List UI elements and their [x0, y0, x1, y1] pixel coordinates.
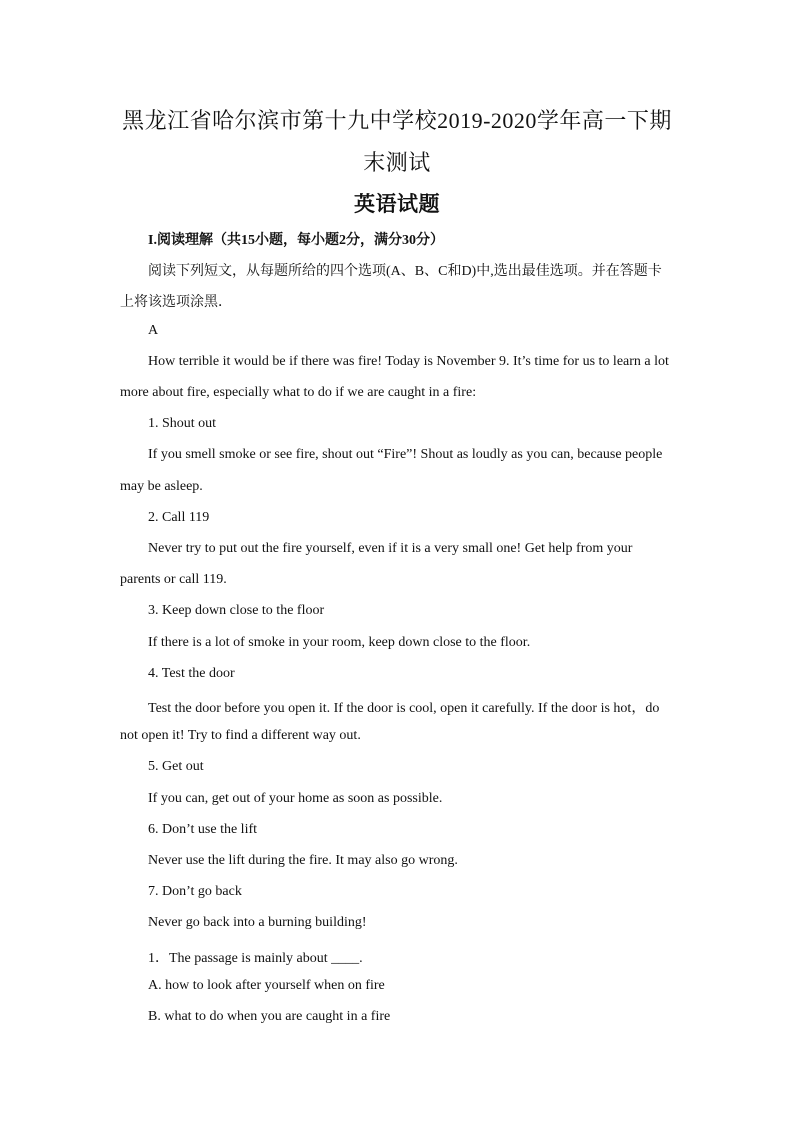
passage-intro-line-2: more about fire, especially what to do if we are caught in a fire: — [120, 385, 477, 400]
tip-text-line-1: Never use the lift during the fire. It may also go wrong. — [148, 853, 458, 868]
tip-title: 3. Keep down close to the floor — [148, 603, 325, 618]
passage-label: A — [148, 323, 159, 338]
instruction-line-1: 阅读下列短文，从每题所给的四个选项(A、B、C和D)中,选出最佳选项。并在答题卡 — [148, 264, 662, 279]
tip-text-line-1: Test the door before you open it. If the door is cool, open it carefully. If the door is hot，do — [148, 701, 660, 716]
document-title-line-2: 末测试 — [363, 150, 431, 175]
subject-title: 英语试题 — [354, 192, 440, 216]
tip-text-line-1: If you smell smoke or see fire, shout out “Fire”! Shout as loudly as you can, because people — [148, 447, 663, 462]
tip-text-line-1: Never go back into a burning building! — [148, 915, 367, 930]
tip-title: 2. Call 119 — [148, 510, 210, 525]
tip-title: 7. Don’t go back — [148, 884, 242, 899]
question-stem: 1．The passage is mainly about ____. — [148, 951, 363, 966]
question-option-b: B. what to do when you are caught in a fire — [148, 1009, 391, 1024]
passage-intro-line-1: How terrible it would be if there was fire! Today is November 9. It’s time for us to learn a lot — [148, 354, 669, 369]
tip-title: 4. Test the door — [148, 666, 235, 681]
tip-text-line-1: If there is a lot of smoke in your room, keep down close to the floor. — [148, 635, 531, 650]
instruction-line-2: 上将该选项涂黑． — [120, 295, 232, 310]
tip-text-line-2: parents or call 119. — [120, 572, 227, 587]
document-title-line-1: 黑龙江省哈尔滨市第十九中学校2019-2020学年高一下期 — [122, 108, 672, 133]
tip-title: 6. Don’t use the lift — [148, 822, 258, 837]
section-heading: I.阅读理解（共15小题，每小题2分，满分30分） — [148, 233, 444, 248]
tip-text-line-2: may be asleep. — [120, 479, 203, 494]
tip-title: 1. Shout out — [148, 416, 217, 431]
tip-text-line-2: not open it! Try to find a different way out. — [120, 728, 361, 743]
question-option-a: A. how to look after yourself when on fire — [148, 978, 385, 993]
tip-text-line-1: Never try to put out the fire yourself, even if it is a very small one! Get help from your — [148, 541, 633, 556]
tip-title: 5. Get out — [148, 759, 204, 774]
tip-text-line-1: If you can, get out of your home as soon as possible. — [148, 791, 443, 806]
